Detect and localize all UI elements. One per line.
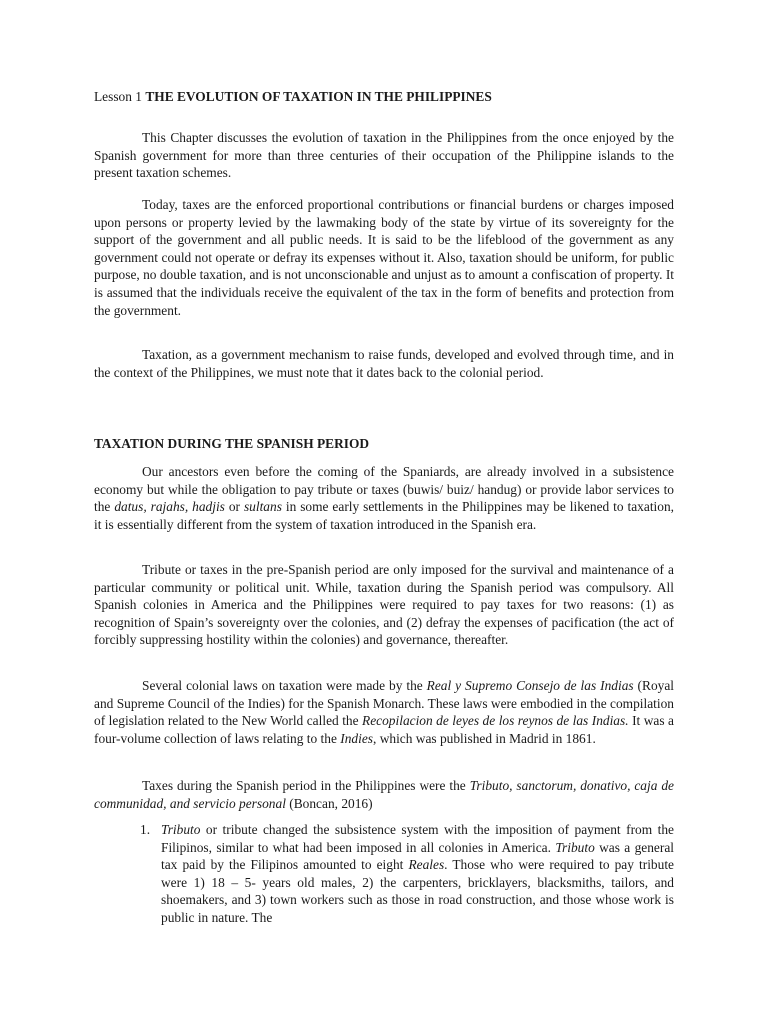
section-heading: TAXATION DURING THE SPANISH PERIOD bbox=[94, 436, 370, 451]
section-paragraph-3: Several colonial laws on taxation were made by the Real y Supremo Consejo de las Indias (Royal and Supreme Council of the Indies) for the Spanish Monarch. These laws were embodied in the compilation of legislation related to the New World called the Recopilacion de leyes de los reynos de las Indias. It was a four-volume collection of laws relating to the Indies, which was published in Madrid in 1861. bbox=[94, 678, 675, 746]
section-paragraph-1: Our ancestors even before the coming of the Spaniards, are already involved in a subsistence economy but while the obligation to pay tribute or taxes (buwis/ buiz/ handug) or provide labor services to the datus, rajahs, hadjis or sultans in some early settlements in the Philippines may be likened to taxation, it is essentially different from the system of taxation introduced in the Spanish era. bbox=[94, 464, 674, 532]
lesson-prefix: Lesson 1 bbox=[94, 89, 142, 104]
intro-paragraph-1: This Chapter discusses the evolution of taxation in the Philippines from the once enjoyed by the Spanish government for more than three centuries of their occupation of the Philippine islands to the present taxation schemes. bbox=[94, 130, 674, 181]
section-paragraph-2: Tribute or taxes in the pre-Spanish period are only imposed for the survival and maintenance of a particular community or political unit. While, taxation during the Spanish period was compulsory. All Spanish colonies in America and the Philippines were required to pay taxes for two reasons: (1) as recognition of Spain’s sovereignty over the colonies, and (2) defray the expenses of pacification (the act of forcibly suppressing hostility within the colonies) and governance, thereafter. bbox=[94, 562, 674, 648]
intro-paragraph-2: Today, taxes are the enforced proportional contributions or financial burdens or charges imposed upon persons or property levied by the lawmaking body of the state by virtue of its sovereignty for the support of the government and all public needs. It is said to be the lifeblood of the government as any government could not operate or defray its expenses without it. Also, taxation should be uniform, for public purpose, no double taxation, and is not unconscionable and unjust as to amount a confiscation of property. It is assumed that the individuals receive the equivalent of the tax in the form of benefits and protection from the government. bbox=[94, 197, 675, 318]
list-number: 1. bbox=[140, 822, 151, 837]
lesson-title: THE EVOLUTION OF TAXATION IN THE PHILIPPINES bbox=[145, 89, 492, 104]
lesson-heading bbox=[94, 88, 674, 106]
list-item-body: Tributo or tribute changed the subsistence system with the imposition of payment from the Filipinos, similar to what had been imposed in all colonies in America. Tributo was a general tax paid by the Filipinos amounted to eight Reales. Those who were required to pay tribute were 1) 18 – 5- years old males, 2) the carpenters, bricklayers, blacksmiths, tailors, and shoemakers, and 3) town workers such as those in road construction, and those whose work is public in nature. The bbox=[161, 822, 674, 925]
list-item bbox=[140, 821, 674, 927]
section-paragraph-4: Taxes during the Spanish period in the Philippines were the Tributo, sanctorum, donativo, caja de communidad, and servicio personal (Boncan, 2016) bbox=[94, 778, 674, 811]
intro-paragraph-3: Taxation, as a government mechanism to raise funds, developed and evolved through time, and in the context of the Philippines, we must note that it dates back to the colonial period. bbox=[94, 347, 674, 380]
